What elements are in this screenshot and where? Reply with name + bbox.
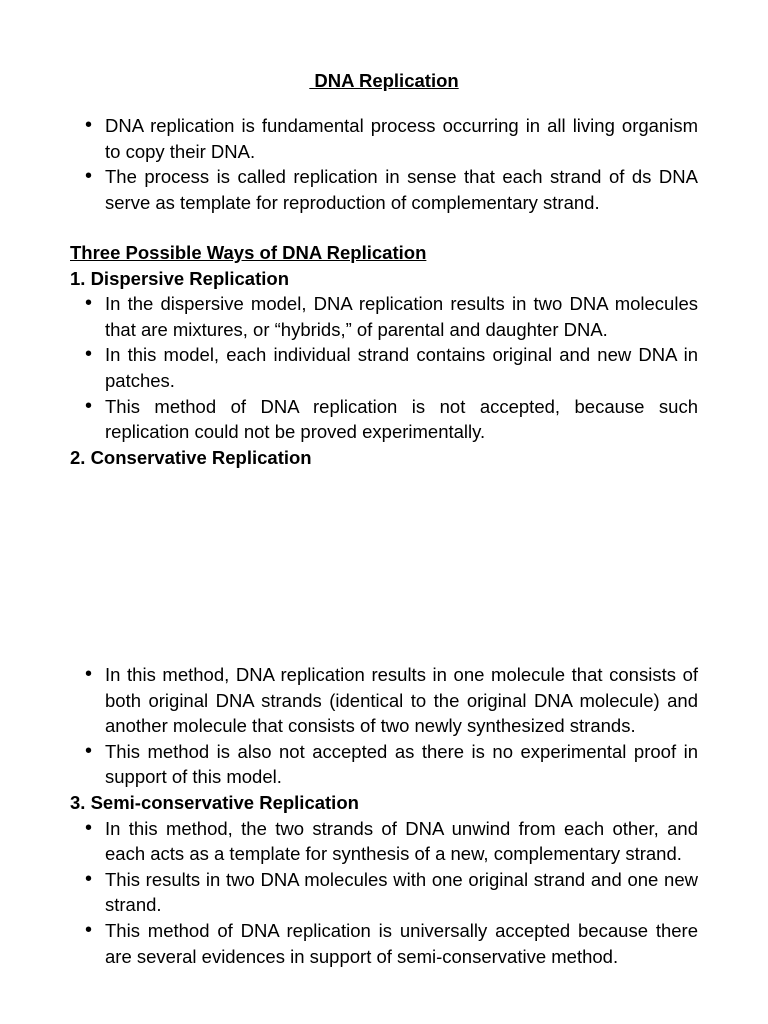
list-item: • In this method, the two strands of DNA unwind from each other, and each acts as a template for synthesis of a new, complementary strand. bbox=[70, 816, 698, 867]
list-item: • This method of DNA replication is universally accepted because there are several evidences in support of semi-conservative method. bbox=[70, 918, 698, 969]
intro-section bbox=[70, 113, 698, 215]
conservative-list bbox=[70, 662, 698, 790]
list-item: • DNA replication is fundamental process occurring in all living organism to copy their DNA. bbox=[70, 113, 698, 164]
semi-conservative-list bbox=[70, 816, 698, 970]
list-item: • In this model, each individual strand contains original and new DNA in patches. bbox=[70, 342, 698, 393]
intro-list bbox=[70, 113, 698, 215]
list-item: • This method of DNA replication is not accepted, because such replication could not be proved experimentally. bbox=[70, 394, 698, 445]
list-item: • The process is called replication in sense that each strand of ds DNA serve as template for reproduction of complementary strand. bbox=[70, 164, 698, 215]
list-item: • In this method, DNA replication results in one molecule that consists of both original DNA strands (identical to the original DNA molecule) and another molecule that consists of two newly synthesized strands. bbox=[70, 662, 698, 739]
page-title: DNA Replication bbox=[309, 70, 459, 91]
conservative-section bbox=[70, 662, 698, 969]
list-item: • This method is also not accepted as there is no experimental proof in support of this model. bbox=[70, 739, 698, 790]
dispersive-heading: 1. Dispersive Replication bbox=[70, 267, 290, 289]
list-item: • In the dispersive model, DNA replication results in two DNA molecules that are mixtures, or “hybrids,” of parental and daughter DNA. bbox=[70, 291, 698, 342]
section-heading: Three Possible Ways of DNA Replication bbox=[70, 242, 427, 263]
dispersive-list bbox=[70, 291, 698, 445]
conservative-heading: 2. Conservative Replication bbox=[70, 446, 312, 468]
replication-ways-section bbox=[70, 240, 698, 470]
semi-conservative-heading: 3. Semi-conservative Replication bbox=[70, 791, 359, 813]
list-item: • This results in two DNA molecules with one original strand and one new strand. bbox=[70, 867, 698, 918]
